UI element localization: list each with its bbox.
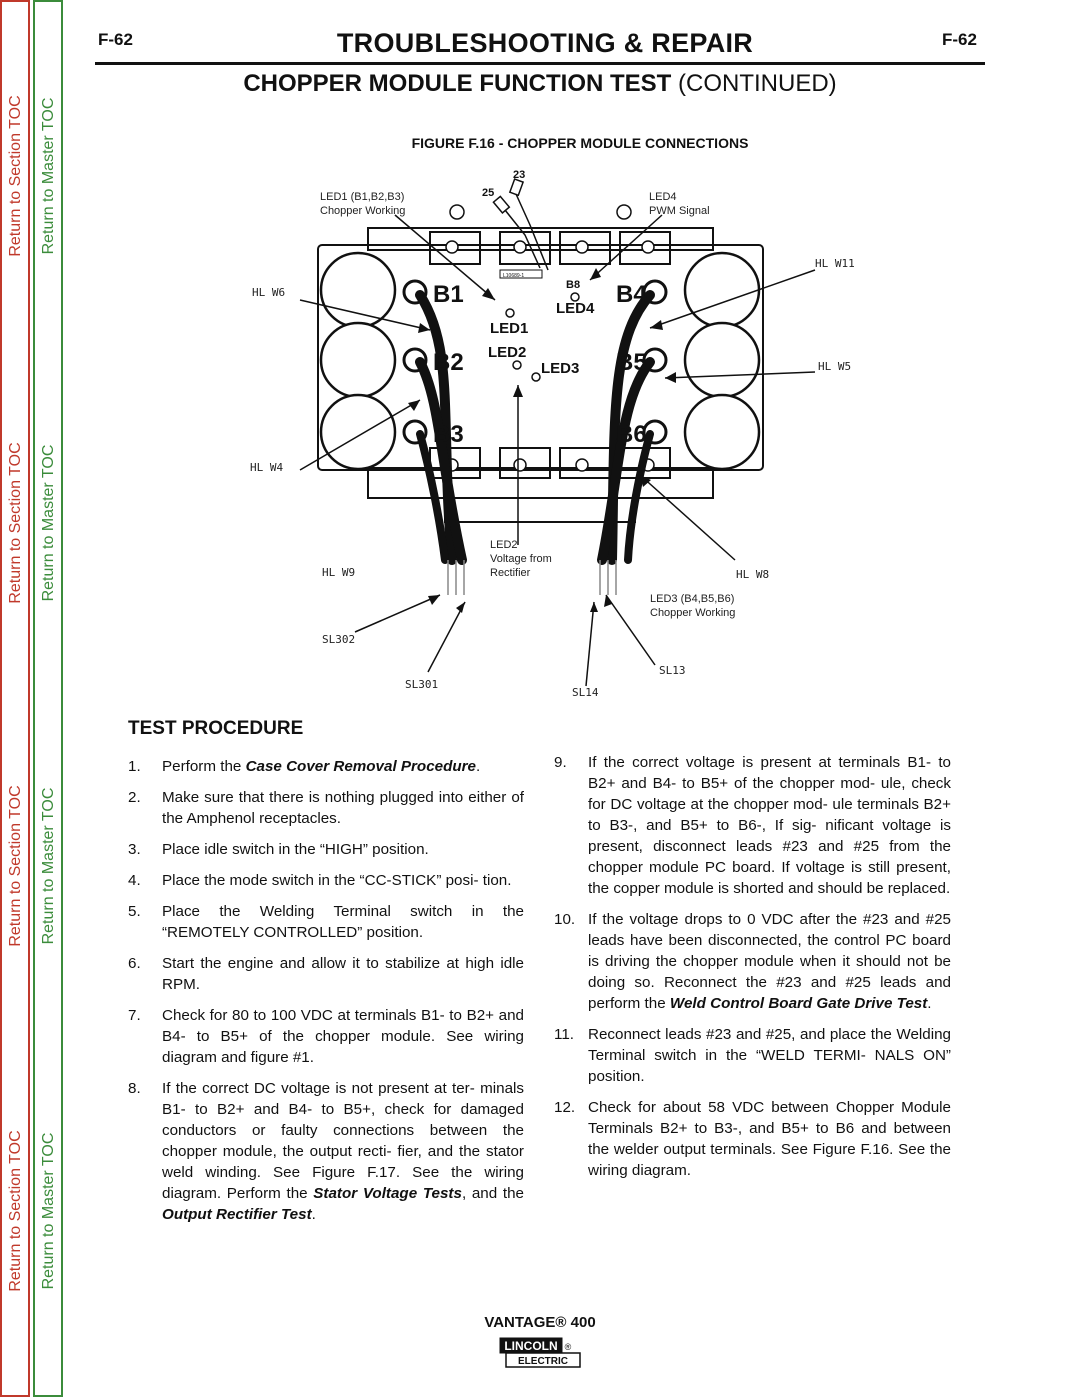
- subtitle-continued: (CONTINUED): [678, 70, 837, 97]
- test-procedure-heading: TEST PROCEDURE: [128, 718, 304, 739]
- led4-callout: [649, 190, 710, 218]
- sl14-label: SL14: [572, 686, 599, 699]
- led1-callout-sub: Chopper Working: [320, 205, 406, 217]
- hlw4-label: HL W4: [250, 461, 284, 474]
- step-1-end: .: [476, 758, 481, 775]
- step-5: [128, 901, 524, 943]
- step-8-text: If the correct DC voltage is not present at ter- minals B1- to B2+ and B4- to B5+, check for damaged conductors or faulty connections between the chopper module, the output recti- fier, and the stator weld winding. See Figure F.17. See the wiring diagram. Perform the: [162, 1080, 524, 1202]
- lead-23-label: 23: [513, 169, 526, 181]
- hlw6-label: HL W6: [252, 286, 286, 299]
- return-master-toc-link-4[interactable]: Return to Master TOC: [40, 1132, 57, 1290]
- sl301-label: SL301: [405, 678, 439, 691]
- return-master-toc-link-3[interactable]: Return to Master TOC: [40, 787, 57, 945]
- step-2: [128, 787, 524, 829]
- case-cover-removal-link[interactable]: Case Cover Removal Procedure: [245, 758, 477, 775]
- led2-callout-sub2: Rectifier: [490, 567, 531, 579]
- terminal-b5-label: B5: [616, 349, 647, 376]
- led4-callout-title: LED4: [649, 191, 677, 203]
- hlw8-label: HL W8: [736, 568, 770, 581]
- step-3-text: Place idle switch in the “HIGH” position.: [162, 841, 429, 858]
- led1-callout: [320, 190, 405, 218]
- step-10-text: If the voltage drops to 0 VDC after the #23 and #25 leads have been disconnected, the control PC board is driving the chopper module when it should not be doing so. Reconnect the #23 and #25 leads and perform the: [588, 911, 951, 1012]
- page-number-right: F-62: [942, 30, 977, 49]
- step-11-number: 11.: [554, 1026, 574, 1043]
- step-12-text: Check for about 58 VDC between Chopper Module Terminals B2+ to B3-, and B5+ to B6 and between the welder output terminals. See Figure F.16. See the wiring diagram.: [588, 1099, 951, 1179]
- step-1-number: 1.: [128, 758, 141, 775]
- sl13-label: SL13: [659, 664, 686, 677]
- led1-callout-title: LED1 (B1,B2,B3): [320, 191, 405, 203]
- step-10: [554, 909, 951, 1014]
- terminal-b3-label: B3: [433, 421, 464, 448]
- led2-callout: [490, 538, 552, 580]
- page-title: TROUBLESHOOTING & REPAIR: [336, 28, 754, 58]
- step-4-text: Place the mode switch in the “CC-STICK” posi- tion.: [162, 872, 512, 889]
- step-2-number: 2.: [128, 789, 141, 806]
- step-9-text: If the correct voltage is present at terminals B1- to B2+ and B4- to B5+ of the chopper mod- ule, check for DC voltage at the chopper mod- ule terminals B2+ to B3-, and B5+ to B6-, If sig- nificant voltage is present, disconnect leads #23 and #25 from the chopper module PC board. If voltage is still present, the copper module is shorted and should be replaced.: [588, 754, 951, 897]
- step-1: [128, 756, 524, 777]
- terminal-b8-label: B8: [566, 279, 581, 291]
- terminal-b1-label: B1: [433, 281, 464, 308]
- step-1-text: Perform the: [162, 758, 246, 775]
- output-rectifier-test-link[interactable]: Output Rectifier Test: [162, 1206, 312, 1223]
- led3-callout-title: LED3 (B4,B5,B6): [650, 593, 735, 605]
- sl302-label: SL302: [322, 633, 356, 646]
- led2-callout-sub1: Voltage from: [490, 553, 552, 565]
- step-6-number: 6.: [128, 955, 141, 972]
- return-master-toc-link-1[interactable]: Return to Master TOC: [40, 97, 57, 255]
- capacitors: [321, 253, 759, 469]
- step-9: [554, 752, 951, 899]
- return-section-toc-link-1[interactable]: Return to Section TOC: [7, 95, 24, 257]
- step-5-text: Place the Welding Terminal switch in the “REMOTELY CONTROLLED” position.: [162, 903, 524, 941]
- step-3: [128, 839, 524, 860]
- lead-23-25: [493, 179, 548, 270]
- board-code-label: L10689-1: [503, 273, 525, 279]
- return-master-toc-link-2[interactable]: Return to Master TOC: [40, 444, 57, 602]
- procedure-column-left: [128, 756, 524, 1235]
- step-8-number: 8.: [128, 1080, 141, 1097]
- lead-25-label: 25: [482, 187, 495, 199]
- logo-bottom-text: ELECTRIC: [518, 1356, 568, 1367]
- step-6-text: Start the engine and allow it to stabilize at high idle RPM.: [162, 955, 524, 993]
- subtitle-main: CHOPPER MODULE FUNCTION TEST: [243, 70, 672, 97]
- hlw11-label: HL W11: [815, 257, 855, 270]
- step-10-end: .: [927, 995, 932, 1012]
- return-section-toc-link-2[interactable]: Return to Section TOC: [7, 442, 24, 604]
- step-3-number: 3.: [128, 841, 141, 858]
- step-12: [554, 1097, 951, 1181]
- logo-top-text: LINCOLN: [504, 1339, 558, 1353]
- board-led3-label: LED3: [541, 360, 580, 377]
- step-12-number: 12.: [554, 1099, 576, 1116]
- step-8-mid: , and the: [461, 1185, 524, 1202]
- figure-caption: FIGURE F.16 - CHOPPER MODULE CONNECTIONS: [411, 135, 749, 151]
- step-11: [554, 1024, 951, 1087]
- board-led4-label: LED4: [556, 300, 595, 317]
- board-led1-label: LED1: [490, 320, 529, 337]
- hlw9-label: HL W9: [322, 566, 356, 579]
- led2-callout-title: LED2: [490, 539, 518, 551]
- stator-voltage-tests-link[interactable]: Stator Voltage Tests: [313, 1185, 462, 1202]
- terminal-b6-label: B6: [616, 421, 647, 448]
- step-2-text: Make sure that there is nothing plugged into either of the Amphenol receptacles.: [162, 789, 524, 827]
- step-6: [128, 953, 524, 995]
- step-4-number: 4.: [128, 872, 141, 889]
- step-8: [128, 1078, 524, 1225]
- step-7-number: 7.: [128, 1007, 141, 1024]
- step-4: [128, 870, 524, 891]
- led4-callout-sub: PWM Signal: [649, 205, 710, 217]
- step-7-text: Check for 80 to 100 VDC at terminals B1- to B2+ and B4- to B5+ of the chopper module. See wiring diagram and figure #1.: [162, 1007, 524, 1066]
- terminal-b4-label: B4: [616, 281, 647, 308]
- return-section-toc-link-4[interactable]: Return to Section TOC: [7, 1130, 24, 1292]
- step-9-number: 9.: [554, 754, 567, 771]
- return-section-toc-link-3[interactable]: Return to Section TOC: [7, 785, 24, 947]
- procedure-column-right: [554, 752, 951, 1191]
- terminal-b2-label: B2: [433, 349, 464, 376]
- hlw5-label: HL W5: [818, 360, 852, 373]
- step-5-number: 5.: [128, 903, 141, 920]
- led3-callout: [650, 592, 735, 620]
- model-name: VANTAGE® 400: [484, 1314, 596, 1331]
- led3-callout-sub: Chopper Working: [650, 607, 736, 619]
- page-number-left: F-62: [98, 30, 133, 49]
- step-8-end: .: [311, 1206, 316, 1223]
- step-7: [128, 1005, 524, 1068]
- logo-reg-mark: ®: [564, 1342, 572, 1352]
- step-11-text: Reconnect leads #23 and #25, and place the Welding Terminal switch in the “WELD TERMI- NALS ON” position.: [588, 1026, 951, 1085]
- board-led2-label: LED2: [488, 344, 527, 361]
- lincoln-electric-logo: [494, 1337, 584, 1369]
- step-10-number: 10.: [554, 911, 576, 928]
- weld-control-board-gate-drive-test-link[interactable]: Weld Control Board Gate Drive Test: [669, 995, 928, 1012]
